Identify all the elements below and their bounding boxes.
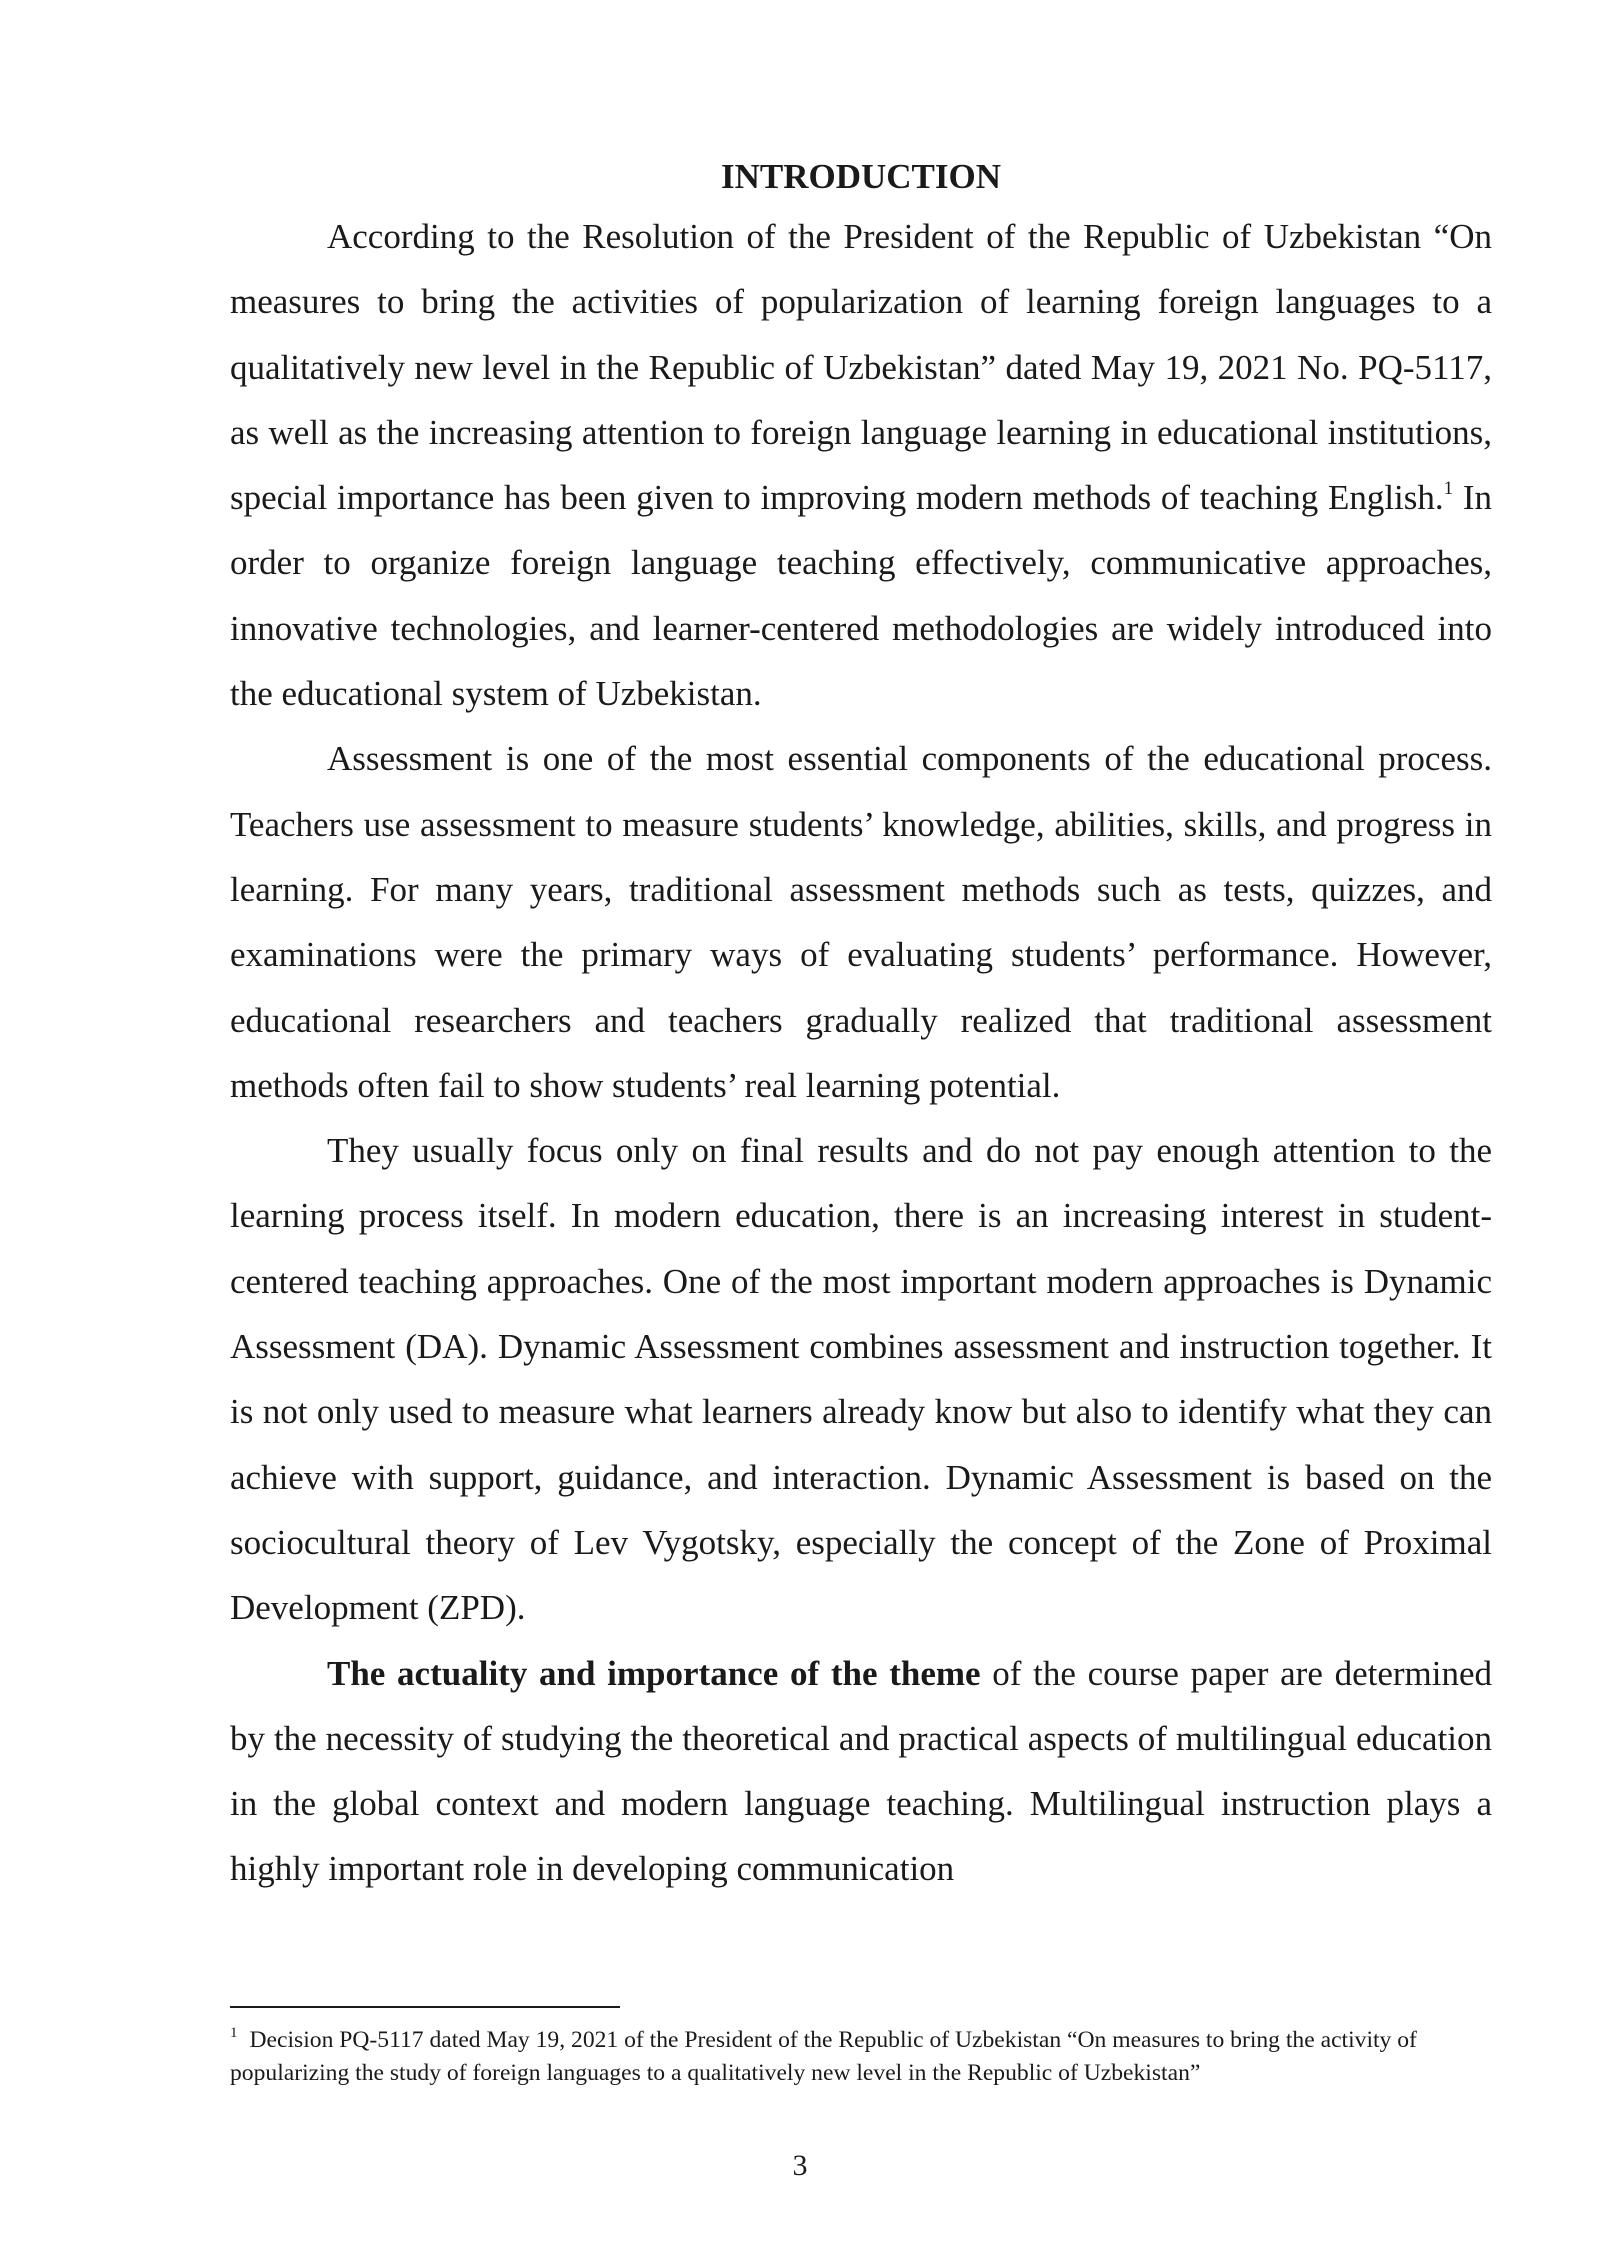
- body-text: [230, 150, 1492, 1902]
- section-heading: INTRODUCTION: [720, 157, 1002, 196]
- paragraph-actuality: [230, 1641, 1492, 1902]
- paragraph-assessment: Assessment is one of the most essential components of the educational process. Teachers use assessment to measure students’ knowledge, abilities, skills, and progress in learning. For many years, traditional assessment methods such as tests, quizzes, and examinations were the primary ways of evaluating students’ performance. However, educational researchers and teachers gradually realized that traditional assessment methods often fail to show students’ real learning potential.: [230, 739, 1492, 1105]
- paragraph-dynamic-assessment: They usually focus only on final results and do not pay enough attention to the learning process itself. In modern education, there is an increasing interest in student-centered teaching approaches. One of the most important modern approaches is Dynamic Assessment (DA). Dynamic Assessment combines assessment and instruction together. It is not only used to measure what learners already know but also to identify what they can achieve with support, guidance, and interaction. Dynamic Assessment is based on the sociocultural theory of Lev Vygotsky, especially the concept of the Zone of Proximal Development (ZPD).: [230, 1131, 1492, 1628]
- paragraph-text: According to the Resolution of the President of the Republic of Uzbekistan “On measures to bring the activities of popularization of learning foreign languages to a qualitatively new level in the Republic of Uzbekistan” dated May 19, 2021 No. PQ-5117, as well as the increasing attention to foreign language learning in educational institutions, special importance has been given to improving modern methods of teaching English.: [230, 217, 1492, 518]
- footnote-reference: 1: [1443, 478, 1454, 500]
- paragraph-text: of the course paper are determined by the necessity of studying the theoretical and practical aspects of multilingual education in the global context and modern language teaching. Multilingual instruction plays a highly important role in developing communication: [230, 1653, 1492, 1889]
- paragraph-text: In order to organize foreign language teaching effectively, communicative approaches, innovative technologies, and learner-centered methodologies are widely introduced into the educational system of Uzbekistan.: [230, 478, 1492, 714]
- footnote-text: Decision PQ-5117 dated May 19, 2021 of the President of the Republic of Uzbekistan “On measures to bring the activity of popularizing the study of foreign languages to a qualitatively new level in the Republic of Uzbekistan”: [230, 2027, 1417, 2086]
- bold-lead-in: The actuality and importance of the theme: [327, 1653, 981, 1693]
- footnote-marker: 1: [230, 2025, 238, 2041]
- footnote-separator: [230, 2006, 620, 2008]
- footnote: [230, 2024, 1492, 2090]
- page-number: 3: [792, 2149, 808, 2182]
- paragraph-resolution: [230, 204, 1492, 726]
